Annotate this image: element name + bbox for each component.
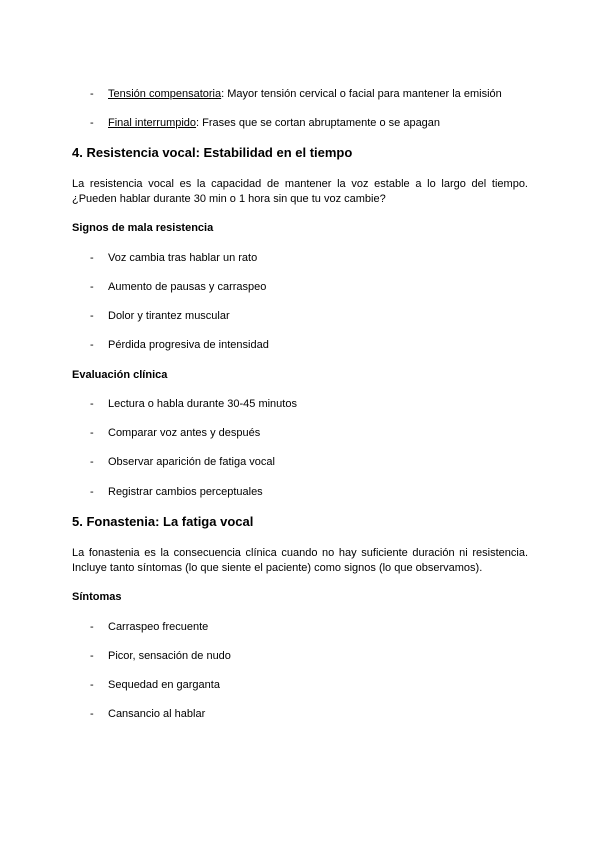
list-item-text: Lectura o habla durante 30-45 minutos bbox=[108, 398, 297, 410]
list-item-text: Dolor y tirantez muscular bbox=[108, 310, 230, 322]
section-4-paragraph-line-2: ¿Pueden hablar durante 30 min o 1 hora sin que tu voz cambie? bbox=[72, 193, 386, 205]
list-term: Tensión compensatoria bbox=[108, 88, 222, 100]
bullet-dash: - bbox=[90, 456, 94, 468]
bullet-dash: - bbox=[90, 281, 94, 293]
list-item-text: Pérdida progresiva de intensidad bbox=[108, 339, 269, 351]
list-item-text: Observar aparición de fatiga vocal bbox=[108, 456, 275, 468]
bullet-dash: - bbox=[90, 310, 94, 322]
signos-heading: Signos de mala resistencia bbox=[72, 222, 214, 234]
list-item-text: Comparar voz antes y después bbox=[108, 427, 261, 439]
bullet-dash: - bbox=[90, 398, 94, 410]
bullet-dash: - bbox=[90, 708, 94, 720]
section-5-heading: 5. Fonastenia: La fatiga vocal bbox=[72, 514, 254, 529]
section-5-paragraph-line-2: Incluye tanto síntomas (lo que siente el paciente) como signos (lo que observamos). bbox=[72, 562, 483, 574]
bullet-dash: - bbox=[90, 88, 94, 100]
bullet-dash: - bbox=[90, 117, 94, 129]
bullet-dash: - bbox=[90, 621, 94, 633]
section-5-paragraph-line-1: La fonastenia es la consecuencia clínica cuando no hay suficiente duración ni resistencia. bbox=[72, 547, 528, 559]
list-description: : Frases que se cortan abruptamente o se apagan bbox=[196, 117, 441, 129]
list-item-text: Voz cambia tras hablar un rato bbox=[108, 252, 258, 264]
list-item-text: Picor, sensación de nudo bbox=[108, 650, 231, 662]
bullet-dash: - bbox=[90, 679, 94, 691]
list-item-text: Carraspeo frecuente bbox=[108, 621, 209, 633]
list-description: : Mayor tensión cervical o facial para mantener la emisión bbox=[221, 88, 502, 100]
list-item-text: Aumento de pausas y carraspeo bbox=[108, 281, 267, 293]
bullet-dash: - bbox=[90, 252, 94, 264]
list-term: Final interrumpido bbox=[108, 117, 197, 129]
bullet-dash: - bbox=[90, 486, 94, 498]
list-item-text: Sequedad en garganta bbox=[108, 679, 220, 691]
section-4-paragraph-line-1: La resistencia vocal es la capacidad de mantener la voz estable a lo largo del tiempo. bbox=[72, 178, 528, 190]
list-item-text: Registrar cambios perceptuales bbox=[108, 486, 263, 498]
section-4-heading: 4. Resistencia vocal: Estabilidad en el tiempo bbox=[72, 145, 353, 160]
evaluacion-heading: Evaluación clínica bbox=[72, 369, 168, 381]
bullet-dash: - bbox=[90, 650, 94, 662]
bullet-dash: - bbox=[90, 427, 94, 439]
sintomas-heading: Síntomas bbox=[72, 591, 122, 603]
bullet-dash: - bbox=[90, 339, 94, 351]
list-item-text: Cansancio al hablar bbox=[108, 708, 206, 720]
